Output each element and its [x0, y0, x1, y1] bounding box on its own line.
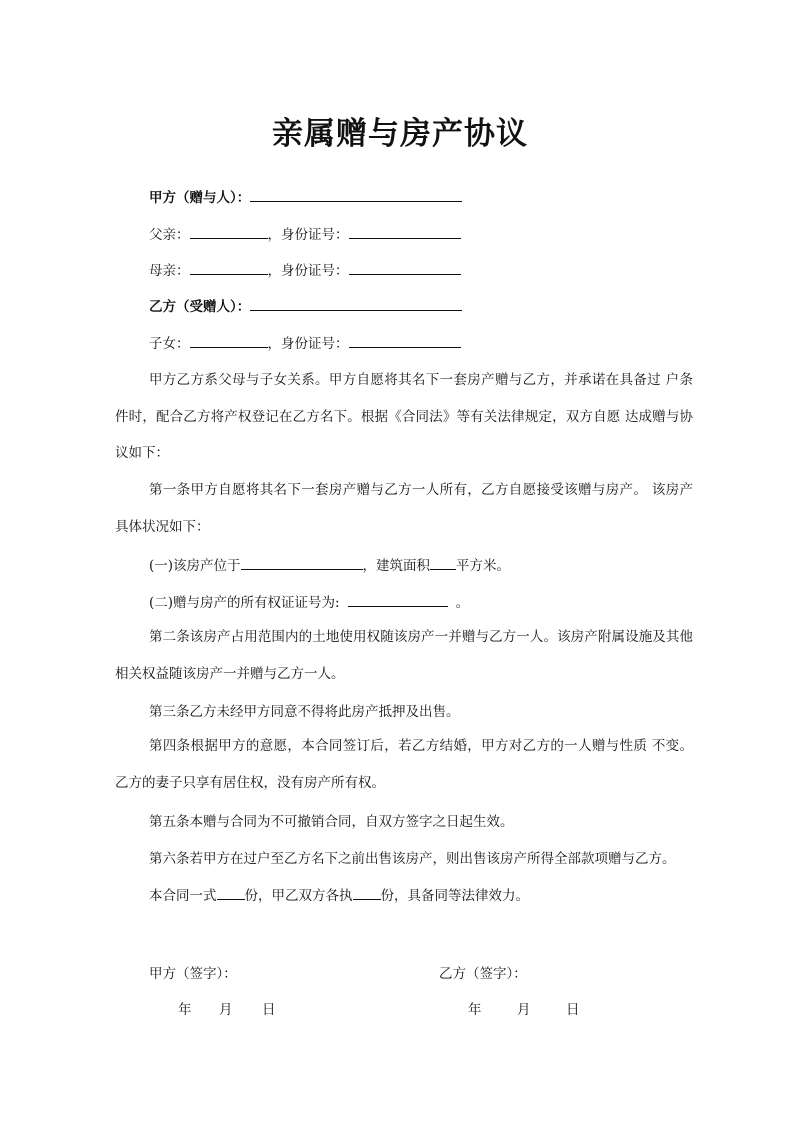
child-name-blank[interactable]	[190, 333, 268, 348]
id-label: ，身份证号：	[267, 336, 349, 352]
item-2-label: (二)赠与房产的所有权证证号为:	[149, 595, 340, 611]
article-4: 第四条根据甲方的意愿，本合同签订后，若乙方结婚，甲方对乙方的一人赠与性质 不变。乙方的妻子只享有居住权，没有房产所有权。	[115, 738, 693, 791]
copies-total-blank[interactable]	[217, 885, 245, 900]
party-b-day: 日	[566, 1002, 580, 1018]
intro-paragraph: 甲方乙方系父母与子女关系。甲方自愿将其名下一套房产赠与乙方，并承诺在具备过 户条件时，配合乙方将产权登记在乙方名下。根据《合同法》等有关法律规定，双方自愿 达成赠与协议如下：	[115, 372, 693, 461]
copies-label-b: 份，甲乙双方各执	[244, 888, 353, 904]
party-a-day: 日	[262, 1002, 276, 1018]
mother-label: 母亲：	[149, 263, 190, 279]
item-1-row	[149, 555, 689, 576]
mother-id-blank[interactable]	[349, 260, 461, 275]
certificate-blank[interactable]	[348, 592, 448, 607]
party-a-signature-label: 甲方（签字）：	[149, 966, 237, 982]
party-b-label: 乙方（受赠人）：	[149, 299, 251, 315]
copies-each-blank[interactable]	[353, 885, 381, 900]
child-label: 子女：	[149, 336, 190, 352]
party-b-blank[interactable]	[250, 296, 462, 311]
father-name-blank[interactable]	[190, 224, 268, 239]
copies-label-c: 份，具备同等法律效力。	[380, 888, 529, 904]
article-6: 第六条若甲方在过户至乙方名下之前出售该房产，则出售该房产所得全部款项赠与乙方。	[149, 851, 676, 867]
father-row	[149, 224, 689, 245]
party-a-blank[interactable]	[250, 187, 462, 202]
father-label: 父亲：	[149, 227, 190, 243]
article-2: 第二条该房产占用范围内的土地使用权随该房产一并赠与乙方一人。该房产附属设施及其他相关权益随该房产一并赠与乙方一人。	[115, 629, 693, 682]
party-b-signature-label: 乙方（签字）：	[439, 966, 527, 982]
area-blank[interactable]	[430, 555, 456, 570]
mother-row	[149, 260, 689, 281]
article-3: 第三条乙方未经甲方同意不得将此房产抵押及出售。	[149, 704, 460, 720]
item-2-end: 。	[455, 595, 470, 611]
party-a-label: 甲方（赠与人）：	[149, 190, 251, 206]
id-label: ，身份证号：	[267, 227, 349, 243]
party-b-row	[149, 296, 689, 317]
party-a-month: 月	[219, 1002, 233, 1018]
child-row	[149, 333, 689, 354]
mother-name-blank[interactable]	[190, 260, 268, 275]
party-b-year: 年	[468, 1002, 482, 1018]
copies-row	[149, 885, 689, 906]
article-1: 第一条甲方自愿将其名下一套房产赠与乙方一人所有，乙方自愿接受该赠与房产。 该房产具体状况如下：	[115, 482, 693, 535]
id-label: ，身份证号：	[267, 263, 349, 279]
item-1-label: (一)该房产位于	[149, 558, 241, 574]
child-id-blank[interactable]	[349, 333, 461, 348]
item-2-row	[149, 592, 689, 613]
article-5: 第五条本赠与合同为不可撤销合同，自双方签字之日起生效。	[149, 814, 514, 830]
party-a-year: 年	[178, 1002, 192, 1018]
document-title: 亲属赠与房产协议	[272, 116, 528, 152]
location-blank[interactable]	[241, 555, 363, 570]
father-id-blank[interactable]	[349, 224, 461, 239]
copies-label-a: 本合同一式	[149, 888, 217, 904]
party-b-month: 月	[517, 1002, 531, 1018]
party-a-row	[149, 187, 689, 208]
area-unit: 平方米。	[456, 558, 511, 574]
area-label: ，建筑面积	[362, 558, 431, 574]
